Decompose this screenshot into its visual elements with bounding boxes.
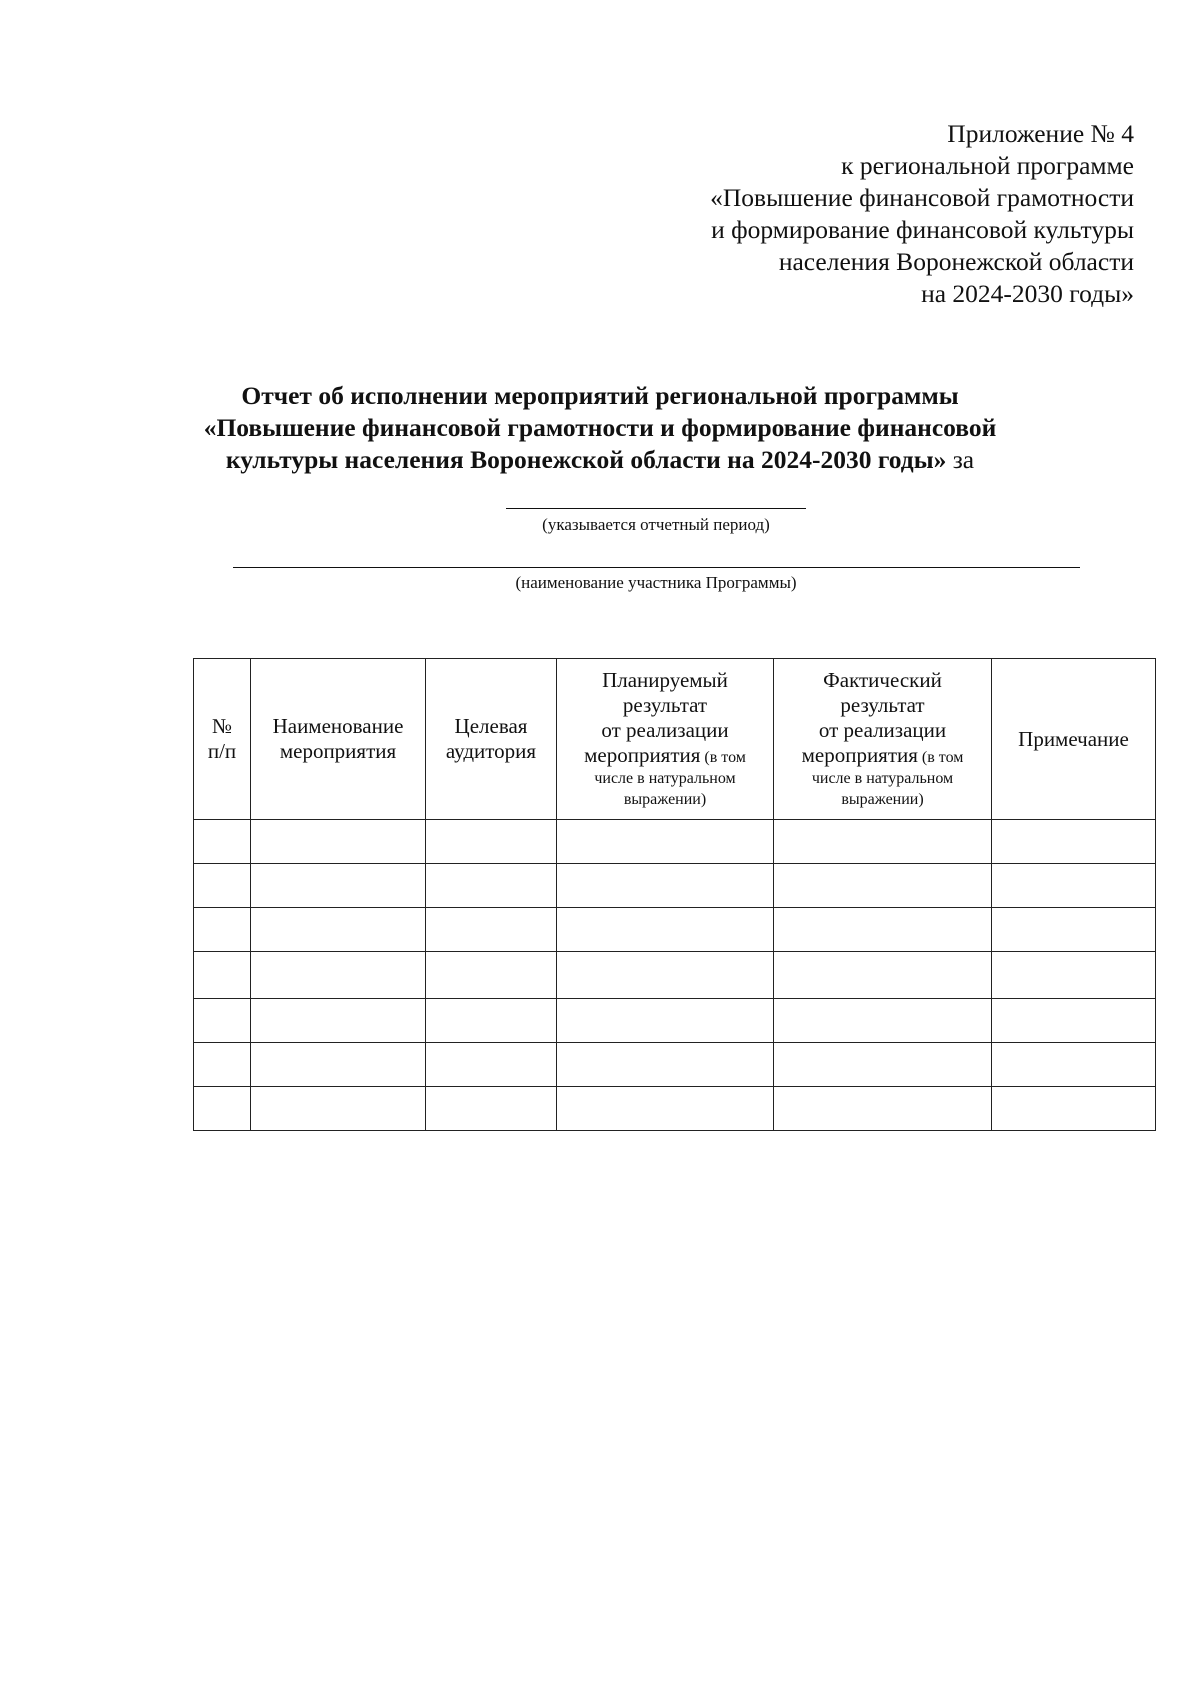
appendix-line: и формирование финансовой культуры: [711, 215, 1134, 244]
header-text-row: [774, 743, 991, 768]
table-cell: [774, 820, 992, 864]
table-cell: [426, 952, 557, 999]
appendix-block: [534, 118, 1134, 310]
appendix-line: на 2024-2030 годы»: [921, 279, 1134, 308]
header-text: аудитория: [445, 739, 537, 763]
header-text: мероприятия: [801, 743, 918, 767]
appendix-line: «Повышение финансовой грамотности: [710, 183, 1134, 212]
table-cell: [251, 1043, 426, 1087]
appendix-line: к региональной программе: [841, 151, 1134, 180]
table-cell: [194, 999, 251, 1043]
header-text: мероприятия: [584, 743, 701, 767]
table-cell: [194, 1087, 251, 1131]
header-text: Планируемый: [602, 668, 728, 692]
table-cell: [426, 820, 557, 864]
table-cell: [774, 1043, 992, 1087]
report-title: [150, 380, 1050, 476]
table-cell: [251, 1087, 426, 1131]
header-text-small: (в том: [917, 749, 964, 766]
table-cell: [194, 1043, 251, 1087]
header-text: №: [211, 714, 233, 738]
table-cell: [774, 952, 992, 999]
table-row: [194, 864, 1156, 908]
table-cell: [992, 864, 1156, 908]
table-cell: [992, 952, 1156, 999]
participant-underline: [233, 567, 1080, 568]
header-text: результат: [840, 693, 925, 717]
table-cell: [557, 864, 774, 908]
table-cell: [194, 952, 251, 999]
header-planned: [557, 659, 774, 820]
table-cell: [992, 1087, 1156, 1131]
table-cell: [992, 1043, 1156, 1087]
header-text: от реализации: [601, 718, 729, 742]
header-text: от реализации: [818, 718, 947, 742]
table-cell: [251, 820, 426, 864]
table-cell: [992, 999, 1156, 1043]
table-cell: [774, 864, 992, 908]
table-cell: [774, 999, 992, 1043]
header-text-small: числе в натуральном: [594, 770, 736, 787]
table-row: [194, 999, 1156, 1043]
table-cell: [992, 820, 1156, 864]
table-cell: [557, 908, 774, 952]
report-table: [193, 658, 1156, 1131]
table-row: [194, 1087, 1156, 1131]
table-cell: [194, 820, 251, 864]
table-cell: [426, 864, 557, 908]
header-text: мероприятия: [279, 739, 397, 763]
header-text-small: выражении): [623, 791, 707, 808]
title-line: «Повышение финансовой грамотности и формирование финансовой: [203, 413, 997, 442]
table-cell: [557, 820, 774, 864]
table-header-row: [194, 659, 1156, 820]
table-cell: [557, 1087, 774, 1131]
table-row: [194, 1043, 1156, 1087]
header-text-small: числе в натуральном: [811, 770, 954, 787]
period-caption: (указывается отчетный период): [542, 515, 770, 534]
header-text: Наименование: [272, 714, 404, 738]
table-cell: [426, 999, 557, 1043]
table-cell: [251, 952, 426, 999]
title-line: Отчет об исполнении мероприятий региональной программы: [241, 381, 959, 410]
table-cell: [557, 952, 774, 999]
table-row: [194, 908, 1156, 952]
table-cell: [251, 999, 426, 1043]
table-cell: [251, 908, 426, 952]
header-actual: [774, 659, 992, 820]
header-text: Фактический: [823, 668, 942, 692]
header-name: [251, 659, 426, 820]
title-line-bold: культуры населения Воронежской области на 2024-2030 годы»: [225, 445, 947, 474]
title-line: [150, 444, 1050, 476]
header-text: Целевая: [454, 714, 528, 738]
table-cell: [426, 908, 557, 952]
header-text-small: выражении): [841, 791, 924, 808]
table-cell: [557, 1043, 774, 1087]
table-cell: [774, 1087, 992, 1131]
table-row: [194, 820, 1156, 864]
header-audience: [426, 659, 557, 820]
table-cell: [774, 908, 992, 952]
header-text-small: (в том: [700, 749, 746, 766]
header-text: п/п: [207, 739, 237, 763]
table-row: [194, 952, 1156, 999]
appendix-line: населения Воронежской области: [778, 247, 1134, 276]
header-note: Примечание: [992, 659, 1156, 820]
table-cell: [426, 1087, 557, 1131]
table-cell: [251, 864, 426, 908]
table-cell: [194, 908, 251, 952]
title-line-tail: за: [946, 445, 975, 474]
header-text-row: [557, 743, 773, 768]
header-num: [194, 659, 251, 820]
table-cell: [194, 864, 251, 908]
appendix-line: Приложение № 4: [947, 119, 1134, 148]
participant-caption: (наименование участника Программы): [515, 573, 797, 592]
table-cell: [426, 1043, 557, 1087]
period-underline: [506, 508, 806, 509]
table-cell: [992, 908, 1156, 952]
table-cell: [557, 999, 774, 1043]
header-text: результат: [622, 693, 708, 717]
